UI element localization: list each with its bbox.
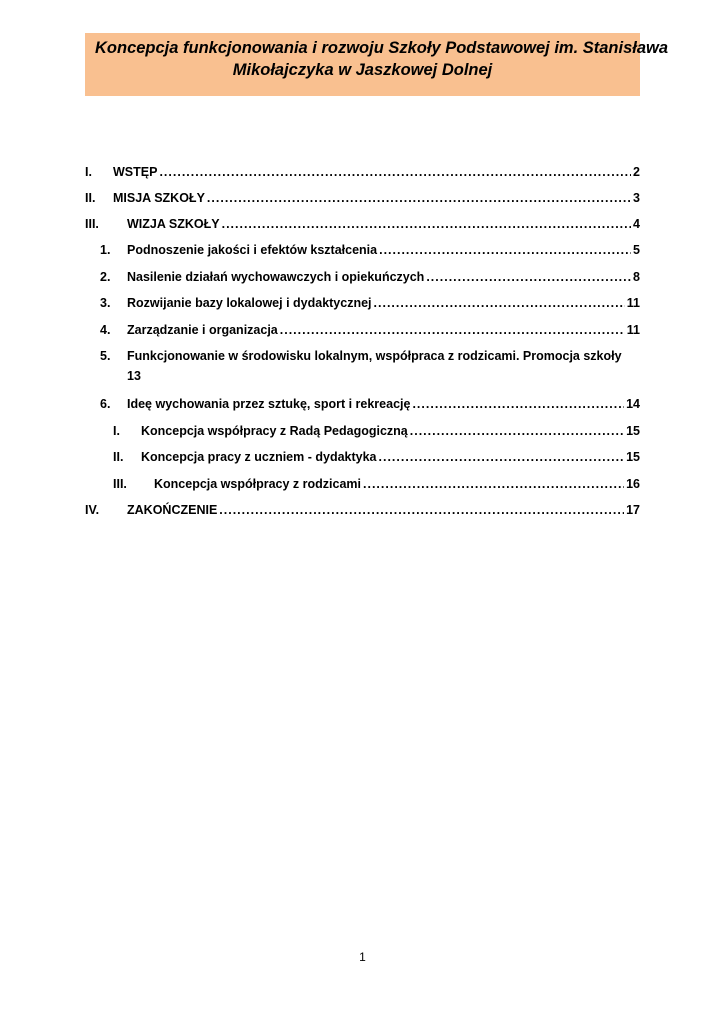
toc-entry-4[interactable] [100,320,640,340]
toc-number: IV. [85,503,100,517]
toc-label: WIZJA SZKOŁY [127,217,220,231]
page-footer-number: 1 [359,950,366,964]
toc-label: Rozwijanie bazy lokalowej i dydaktycznej [127,296,372,310]
toc-entry-sub-i[interactable] [113,421,640,441]
toc-number: 3. [100,296,111,310]
toc-number: 5. [100,349,111,363]
toc-page-number: 8 [633,270,640,284]
toc-label: MISJA SZKOŁY [113,191,205,205]
toc-leader-dots [410,421,624,441]
toc-label: Podnoszenie jakości i efektów kształcenia [127,243,378,257]
toc-entry-6[interactable] [100,394,640,414]
toc-number: 2. [100,270,111,284]
toc-label: ZAKOŃCZENIE [127,503,218,517]
toc-leader-dots [280,320,625,340]
toc-page-number: 16 [626,477,640,491]
toc-page-number: 13 [127,369,141,383]
toc-entry-misja[interactable] [85,188,640,208]
toc-entry-sub-iii[interactable] [113,474,640,494]
toc-label: Koncepcja pracy z uczniem - dydaktyka [141,450,377,464]
toc-label: Koncepcja współpracy z Radą Pedagogiczną [141,424,408,438]
toc-number: I. [85,165,92,179]
toc-page-number: 5 [633,243,640,257]
toc-label: WSTĘP [113,165,158,179]
document-title-line-2: Mikołajczyka w Jaszkowej Dolnej [232,61,493,79]
toc-number: III. [113,477,127,491]
toc-number: 4. [100,323,111,337]
toc-leader-dots [159,162,631,182]
toc-label: Ideę wychowania przez sztukę, sport i rekreację [127,397,411,411]
toc-page-number: 2 [633,165,640,179]
toc-page-number: 3 [633,191,640,205]
toc-page-number: 15 [626,424,640,438]
toc-number: II. [113,450,124,464]
toc-leader-dots [374,293,625,313]
toc-number: I. [113,424,120,438]
toc-number: 1. [100,243,111,257]
toc-leader-dots [379,447,625,467]
toc-entry-1[interactable] [100,240,640,260]
toc-entry-5[interactable] [100,346,640,386]
toc-number: 6. [100,397,111,411]
toc-page-number: 17 [626,503,640,517]
toc-leader-dots [379,240,631,260]
toc-leader-dots [426,267,631,287]
toc-entry-wizja[interactable] [85,214,640,234]
toc-page-number: 15 [626,450,640,464]
toc-leader-dots [222,214,631,234]
toc-label: Nasilenie działań wychowawczych i opiekuńczych [127,270,425,284]
toc-label: Koncepcja współpracy z rodzicami [154,477,362,491]
document-title-line-1: Koncepcja funkcjonowania i rozwoju Szkoły Podstawowej im. Stanisława [95,39,669,57]
toc-page-number: 14 [626,397,640,411]
toc-entry-2[interactable] [100,267,640,287]
toc-label: Funkcjonowanie w środowisku lokalnym, współpraca z rodzicami. Promocja szkoły [127,349,622,363]
toc-page-number: 11 [626,296,640,310]
toc-leader-dots [219,500,624,520]
toc-leader-dots [412,394,624,414]
toc-number: II. [85,191,96,205]
toc-entry-3[interactable] [100,293,640,313]
toc-number: III. [85,217,99,231]
toc-leader-dots [363,474,624,494]
toc-label: Zarządzanie i organizacja [127,323,278,337]
toc-leader-dots [207,188,631,208]
toc-entry-sub-ii[interactable] [113,447,640,467]
document-title-box [85,33,669,96]
toc-entry-wstep[interactable] [85,162,640,182]
toc-page-number: 11 [626,323,640,337]
toc-page-number: 4 [633,217,640,231]
toc-entry-zakonczenie[interactable] [85,500,640,520]
